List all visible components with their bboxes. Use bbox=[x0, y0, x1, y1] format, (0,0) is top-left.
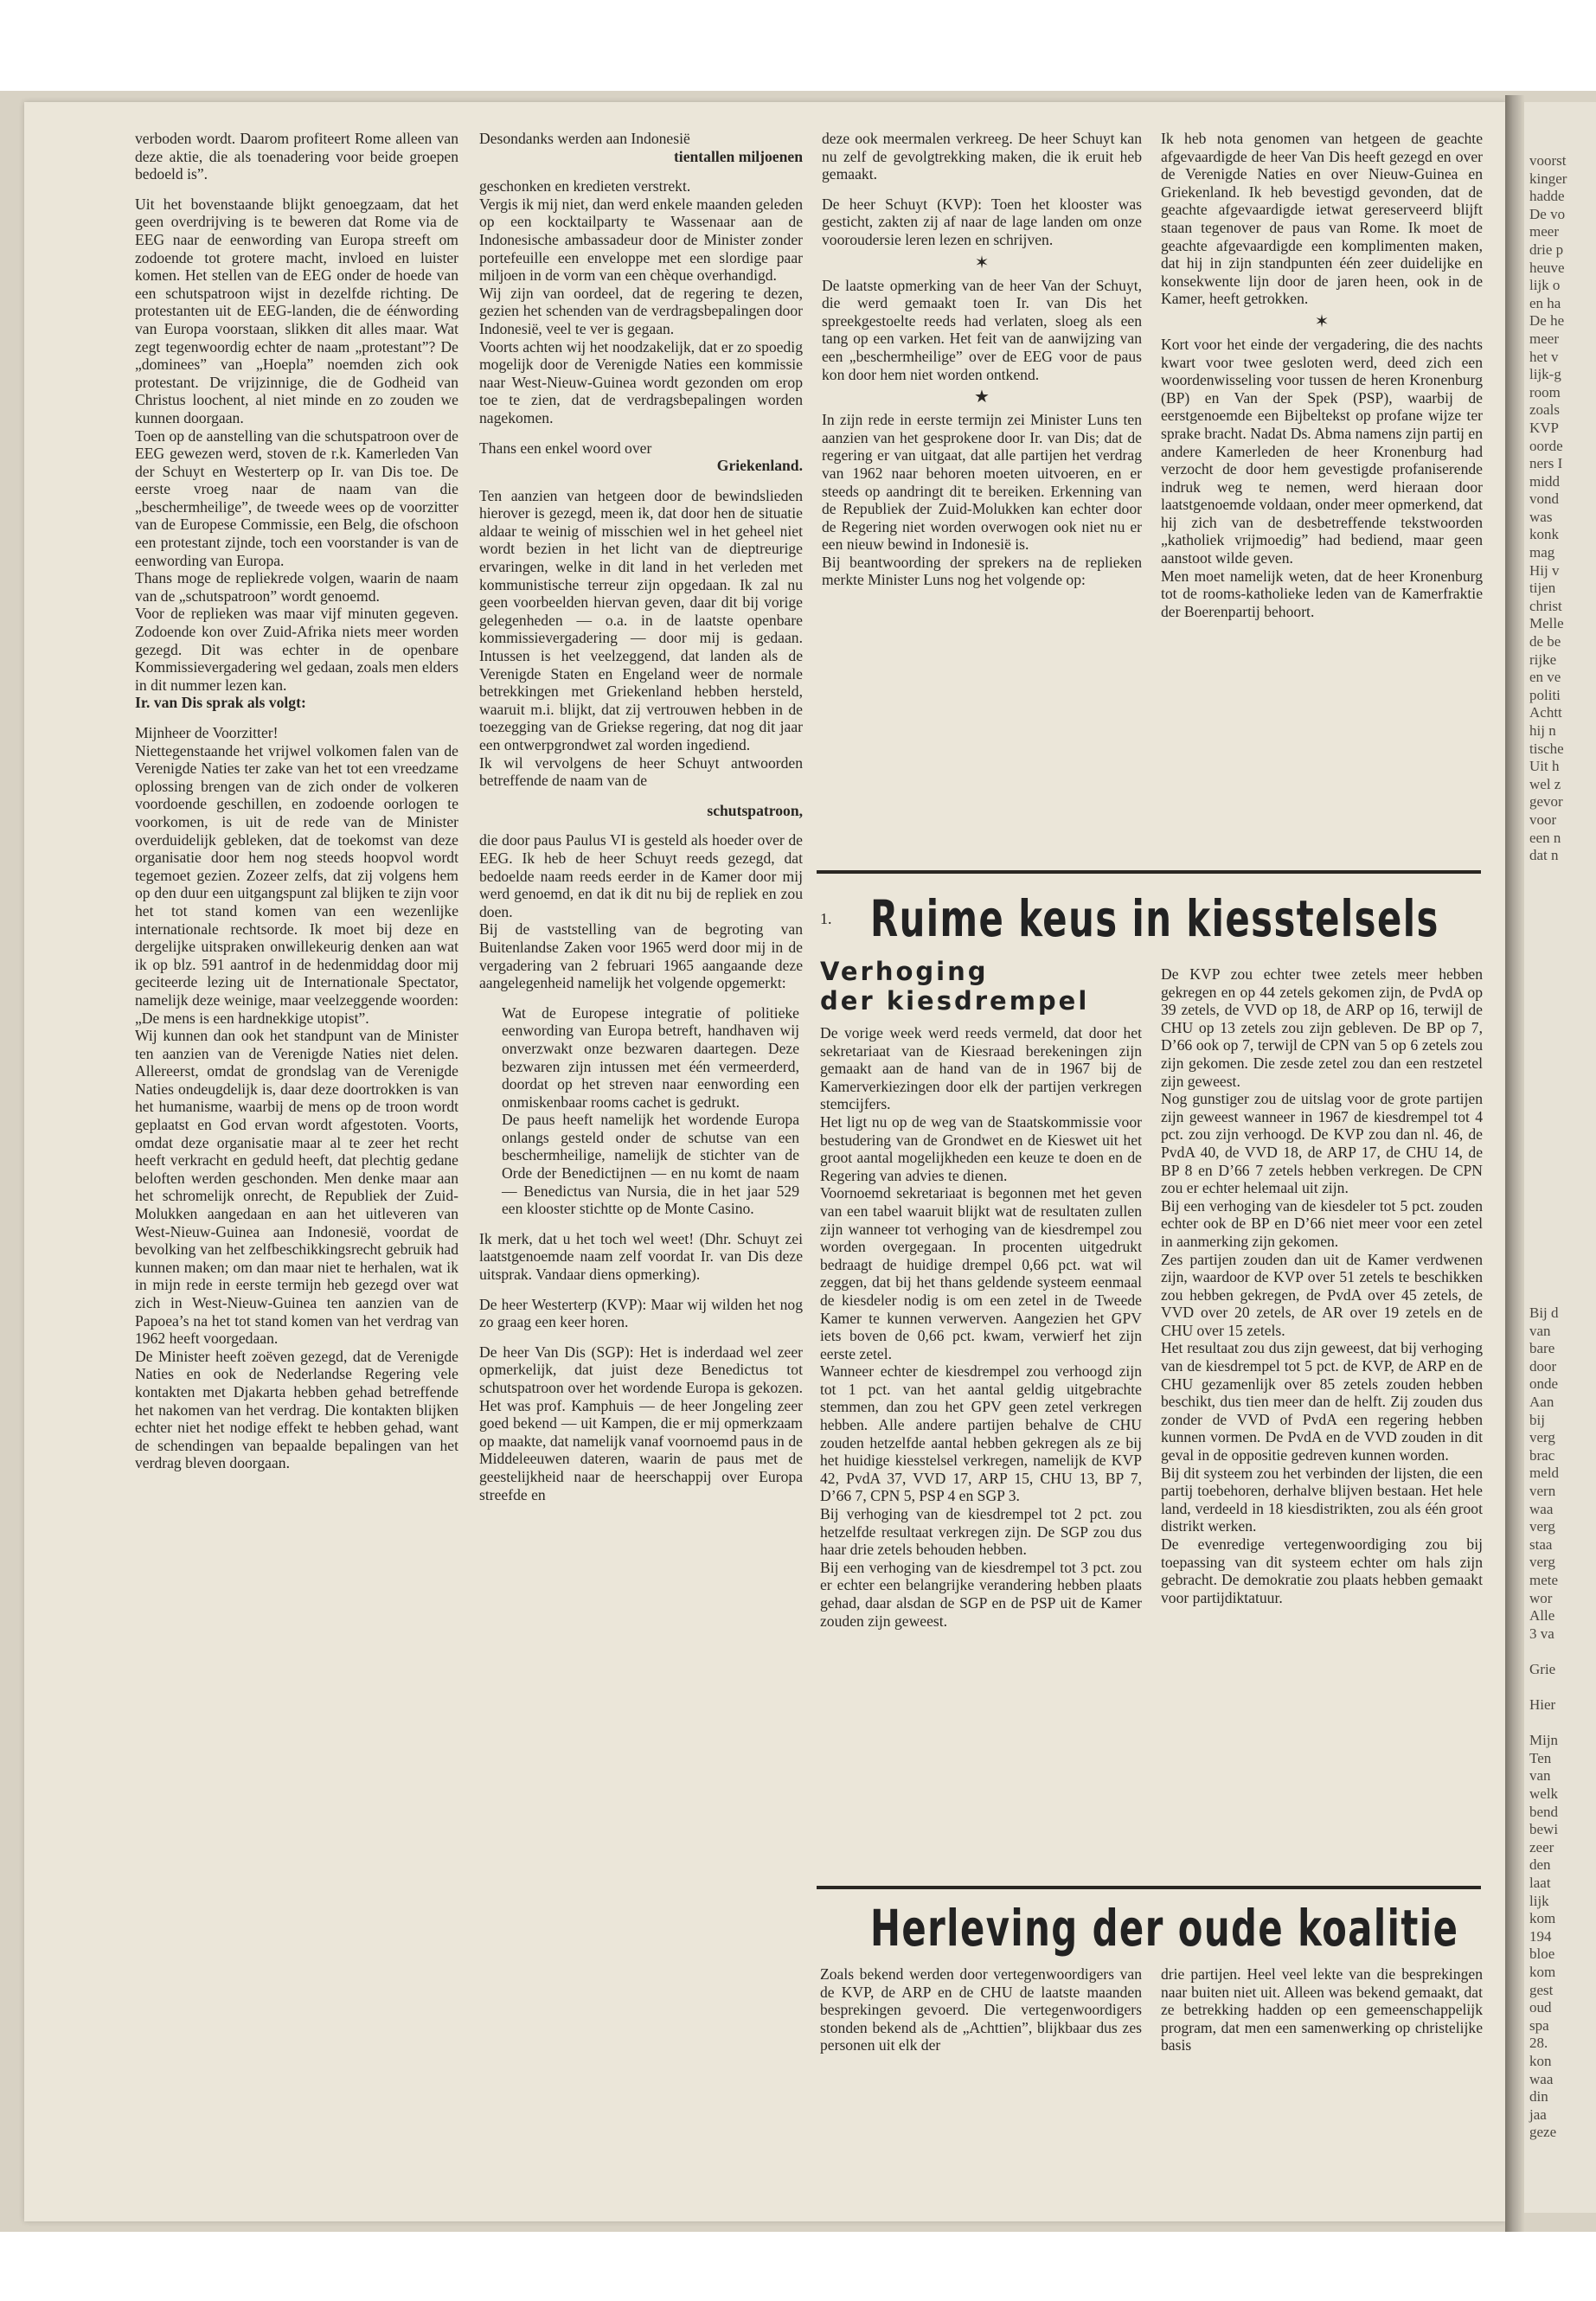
paragraph: Niettegenstaande het vrijwel volkomen falen van de Verenigde Naties ter zake van het tot een vreedzame oplossing brengen van de zich onder de volkeren voordoende geschillen, en zodoende oorlogen te voorkomen, is uit de rede van de Minister overduidelijk gebleken, dat de toekomst van deze organisatie door hem nog steeds hoopvol wordt tegemoet gezien. Zozeer zelfs, dat zij volgens hem op den duur een uitgangspunt zal blijken te zijn voor het tot stand komen van een wezenlijke internationale rechtsorde. Ik moet bij deze en dergelijke uitspraken onwillekeurig denken aan wat ik op blz. 591 aantrof in de hedenmiddag door mij geciteerde lezing uit de Internationale Spectator, namelijk deze weinige, maar veelzeggende woorden: „De mens is een hardnekkige utopist”. bbox=[135, 741, 458, 1027]
subhead-line: Verhoging bbox=[820, 957, 989, 986]
next-page-fragments-bottom: Bij d van bare door onde Aan bij verg brac meld vern waa verg staa verg mete wor Alle 3 va Grie Hier Mijn Ten van welk bend bewi zeer den laat lijk kom 194 bloe kom gest oud spa 28. kon waa din jaa geze bbox=[1529, 1304, 1559, 2141]
paragraph: Zes partijen zouden dan uit de Kamer verdwenen zijn, waardoor de KVP over 51 zetels te beschikken zou hebben gekregen, de PvdA over 45 zetels, de VVD over 20 zetels, de AR over 19 zetels en de CHU over 15 zetels. bbox=[1161, 1250, 1483, 1339]
article-number: 1. bbox=[820, 910, 832, 927]
paragraph: deze ook meermalen verkreeg. De heer Schuyt kan nu zelf de gevolgtrekking maken, die ik eruit heb gemaakt. bbox=[822, 130, 1142, 183]
paragraph: Ik heb nota genomen van hetgeen de geachte afgevaardigde de heer Van Dis heeft gezegd en over de Verenigde Naties en over Nieuw-Guinea en Griekenland. Ik heb bevestigd gevonden, dat de geachte afgevaardigde ietwat gereserveerd blijft staan tegenover de paus van Rome. Ik moet de geachte afgevaardigde een komplimenten maken, dat hij in zijn standpunten één zeer duidelijke en konsekwente lijn door de jaren heen, ook in de Kamer, heeft getrokken. bbox=[1161, 130, 1483, 308]
paragraph: Wanneer echter de kiesdrempel zou verhoogd zijn tot 1 pct. van het aantal geldig uitgebrachte stemmen, dan zou het GPV geen zetel verkregen hebben. Alle andere partijen behalve de CHU zouden hetzelfde aantal hebben gekregen als ze bij het huidige kiesstelsel verkregen, namelijk de KVP 42, PvdA 37, VVD 17, ARP 15, CHU 13, BP 7, D’66 7, CPN 5, PSP 4 en SGP 3. bbox=[820, 1362, 1142, 1505]
column-1 bbox=[135, 130, 458, 1472]
article-1-right-column bbox=[1161, 965, 1483, 1606]
separator-star-icon: ✶ bbox=[974, 253, 990, 272]
paragraph: In zijn rede in eerste termijn zei Minister Luns ten aanzien van het gesprokene door Ir. van Dis; dat de regering er van uitgaat, dat alle partijen het verdrag van 1962 naar behoren moeten uitvoeren, en er steeds op aandringt dit te bereiken. Erkenning van de Republiek der Zuid-Molukken kan echter door de Regering niet worden overwogen ook niet nu er een nieuw bewind in Indonesië is. bbox=[822, 411, 1142, 554]
article-headline: Herleving der oude koalitie bbox=[870, 1899, 1459, 1958]
paragraph: Toen op de aanstelling van die schutspatroon over de EEG gewezen werd, stoven de r.k. Kamerleden Van der Schuyt en Westerterp op Ir. van Dis toe. De eerste vroeg naar de naam van die „beschermheilige”, de tweede wees op de voorzitter van de Europese Commissie, een Belg, die ofschoon een protestant zijnde, toch een voorstander is van de eenwording van Europa. bbox=[135, 426, 458, 569]
paragraph: Het ligt nu op de weg van de Staatskommissie voor bestudering van de Grondwet en de Kieswet uit het groot aantal mogelijkheden een keuze te doen en de Regering van advies te dienen. bbox=[820, 1112, 1142, 1184]
paragraph: Vergis ik mij niet, dan werd enkele maanden geleden op een kocktailparty te Wassenaar aan de Indonesische ambassadeur door de Minister zonder portefeuille een enveloppe met een slordige paar miljoen in de vorm van een chèque overhandigd. bbox=[479, 195, 803, 285]
paragraph: Wij zijn van oordeel, dat de regering te dezen, gezien het schenden van de verdragsbepalingen door Indonesië, veel te ver is gegaan. bbox=[479, 284, 803, 337]
next-page-edge bbox=[1524, 102, 1596, 2213]
paragraph: Bij de vaststelling van de begroting van Buitenlandse Zaken voor 1965 werd door mij in de vergadering van 2 februari 1965 aangaande deze aangelegenheid namelijk het volgende opgemerkt: bbox=[479, 920, 803, 992]
lead-in: Griekenland. bbox=[716, 457, 803, 475]
next-page-fragments-top: voorst kinger hadde De vo meer drie p heuve lijk o en ha De he meer het v lijk-g room zoals KVP oorde ners I midd vond was konk mag Hij v tijen christ Melle de be rijke en ve politi Achtt hij n tische Uit h wel z gevor voor een n dat n bbox=[1529, 152, 1567, 864]
paragraph: Men moet namelijk weten, dat de heer Kronenburg tot de rooms-katholieke leden van de Kamerfraktie der Boerenpartij behoort. bbox=[1161, 567, 1483, 620]
paragraph: Thans moge de repliekrede volgen, waarin de naam van de „schutspatroon” wordt genoemd. bbox=[135, 569, 458, 605]
article-1-left-column bbox=[820, 1024, 1142, 1630]
paragraph: Voornoemd sekretariaat is begonnen met het geven van een tabel waaruit blijkt wat de resultaten zullen zijn wanneer tot verhoging van de kiesdrempel zou worden overgegaan. In procenten uitgedrukt bedraagt de huidige drempel 0,66 pct. wat wil zeggen, dat bij het thans geldende systeem eenmaal de kiesdeler nodig is om een zetel in de Tweede Kamer te kunnen verwerven. Aangezien het GPV iets boven de 0,66 pct. kwam, verwierf het zijn eerste zetel. bbox=[820, 1184, 1142, 1362]
paragraph: Wij kunnen dan ook het standpunt van de Minister ten aanzien van de Verenigde Naties niet delen. Allereerst, omdat de grondslag van de Verenigde Naties ondeugdelijk is, daar deze doortrokken is van het humanisme, waarbij de mens op de troon wordt geplaatst en God ervan wordt afgestoten. Voorts, omdat deze organisatie maar al te zeer het recht heeft verkracht en geduld heeft, dat plechtig gedane beloften werden geschonden. Men denke maar aan het schromelijk onrecht, de Republiek der Zuid-Molukken aangedaan en aan het uitleveren van West-Nieuw-Guinea aan Indonesië, voordat de bevolking van het zelfbeschikkingsrecht gebruik had kunnen maken; om dan maar niet te herhalen, wat ik in mijn rede in eerste termijn heb gezegd over wat zich in West-Nieuw-Guinea ten aanzien van de Papoea’s na het tot stand komen van het verdrag van 1962 heeft voorgedaan. bbox=[135, 1027, 458, 1348]
paragraph: Het resultaat zou dus zijn geweest, dat bij verhoging van de kiesdrempel tot 5 pct. de KVP, de ARP en de CHU gezamenlijk over 85 zetels zouden hebben beschikt, dus tien meer dan de helft. Zij zouden dus zonder de VVD of PvdA een regering hebben kunnen vormen. De PvdA en de VVD zouden in dit geval in de oppositie gedreven kunnen worden. bbox=[1161, 1339, 1483, 1465]
paragraph: Ik wil vervolgens de heer Schuyt antwoorden betreffende de naam van de bbox=[479, 753, 803, 790]
quote: Wat de Europese integratie of politieke eenwording van Europa betreft, handhaven wij onverzwakt onze bezwaren daartegen. Deze bezwaren zijn intussen met één vermeerderd, doordat op het streven naar eenwording een onmiskenbaar rooms cachet is gedrukt. bbox=[502, 1003, 799, 1111]
paragraph: Bij een verhoging van de kiesdrempel tot 3 pct. zou er echter een belangrijke verandering hebben plaats gehad, daar alsdan de SGP en de PSP uit de Kamer zouden zijn geweest. bbox=[820, 1558, 1142, 1630]
paragraph: Voorts achten wij het noodzakelijk, dat er zo spoedig mogelijk door de Verenigde Naties een kommissie naar West-Nieuw-Guinea wordt gezonden om erop toe te zien, dat de verdragsbepalingen worden nagekomen. bbox=[479, 337, 803, 426]
article-rule bbox=[817, 870, 1481, 874]
subhead-line: der kiesdrempel bbox=[820, 986, 1090, 1016]
paragraph: Desondanks werden aan Indonesië bbox=[479, 130, 690, 147]
paragraph: Nog gunstiger zou de uitslag voor de grote partijen zijn geweest wanneer in 1967 de kiesdrempel tot 4 pct. zou zijn verhoogd. De KVP zou dan nl. 46, de PvdA 40, de VVD 18, de ARP 17, de CHU 14, de BP 8 en D’66 7 zetels hebben verkregen. De CPN zou er echter helemaal uit zijn. bbox=[1161, 1090, 1483, 1197]
quote: De paus heeft namelijk het wordende Europa onlangs gesteld onder de schutse van een beschermheilige, namelijk de stichter van de Orde der Benedictijnen — en nu komt de naam — Benedictus van Nursia, die in het jaar 529 een klooster stichtte op de Monte Casino. bbox=[502, 1111, 799, 1218]
paragraph: die door paus Paulus VI is gesteld als hoeder over de EEG. Ik heb de heer Schuyt reeds gezegd, dat bedoelde naam reeds eerder in de Kamer door mij werd genoemd, en dat ik dit nu bij de repliek en zou doen. bbox=[479, 831, 803, 920]
paragraph: De laatste opmerking van de heer Van der Schuyt, die werd gemaakt toen Ir. van Dis het spreekgestoelte reeds had verlaten, sloeg als een tang op een varken. Het feit van de aanwijzing van een „beschermheilige” over de EEG voor de paus kon door hem niet worden ontkend. bbox=[822, 276, 1142, 383]
paragraph: Bij verhoging van de kiesdrempel tot 2 pct. zou hetzelfde resultaat verkregen zijn. De SGP zou dus haar drie zetels behouden hebben. bbox=[820, 1505, 1142, 1559]
paragraph: De Minister heeft zoëven gezegd, dat de Verenigde Naties en ook de Nederlandse Regering vele kontakten met Djakarta hebben gehad betreffende het nakomen van het verdrag. Die kontakten blijken echter niet het nodige effekt te hebben gehad, want de schendingen van bepaalde bepalingen van het verdrag bleven doorgaan. bbox=[135, 1347, 458, 1472]
paragraph: Voor de replieken was maar vijf minuten gegeven. Zodoende kon over Zuid-Afrika niets meer worden gezegd. Dit was echter in de openbare Kommissievergadering wel gedaan, zoals men elders in dit nummer lezen kan. bbox=[135, 605, 458, 694]
article-rule bbox=[817, 1886, 1481, 1889]
article-subhead bbox=[820, 957, 1089, 1016]
article-2-left-column bbox=[820, 1965, 1142, 2054]
lead-in: schutspatroon, bbox=[707, 801, 803, 819]
paragraph: Bij een verhoging van de kiesdeler tot 5 pct. zouden echter ook de BP en D’66 niet meer voor een zetel in aanmerking zijn gekomen. bbox=[1161, 1196, 1483, 1250]
paragraph: Ten aanzien van hetgeen door de bewindslieden hierover is gezegd, meen ik, dat door hen de situatie aldaar te weinig of misschien wel in het geheel niet wordt bezien in het licht van de dieptreurige ervaringen, welke in dit land in het verleden met kommunistische terreur zijn opgedaan. Ik zal nu geen voorbeelden hiervan geven, daar dit bij vorige gelegenheden — o.a. in de laatste openbare kommissievergadering — door mij is gedaan. Intussen is het veelzeggend, dat landen als de Verenigde Staten en Engeland weer de normale betrekkingen met Griekenland hebben hersteld, waaruit m.i. blijkt, dat zij vertrouwen hebben in de toezegging van de Griekse regering, dat nog dit jaar een ontwerpgrondwet zal worden ingediend. bbox=[479, 486, 803, 753]
column-4 bbox=[1161, 130, 1483, 620]
paragraph: Ir. van Dis sprak als volgt: bbox=[135, 694, 306, 712]
paragraph: De evenredige vertegenwoordiging zou bij toepassing van dit systeem echter om hals zijn gebracht. De demokratie zou plaats hebben gemaakt voor partijdiktatuur. bbox=[1161, 1535, 1483, 1606]
page-fold bbox=[1505, 95, 1524, 2232]
column-3 bbox=[822, 130, 1142, 589]
article-headline: Ruime keus in kiesstelsels bbox=[870, 889, 1439, 948]
paragraph: Kort voor het einde der vergadering, die des nachts kwart voor twee gesloten werd, deed zich een woordenwisseling voor tussen de heren Kronenburg (BP) en Van der Spek (PSP), waarbij de eerstgenoemde een Bijbeltekst op profane wijze ter sprake bracht. Nadat Ds. Abma namens zijn partij en andere Kamerleden de heer Kronenburg had verzocht de door hem gevestigde profaniserende indruk weg te nemen, werd hieraan door laatstgenoemde voldaan, onder meer opmerkend, dat hij zich van de desbetreffende tekstwoorden „katholiek vrijmoedig” had bediend, maar geen aanstoot wilde geven. bbox=[1161, 335, 1483, 567]
paragraph: geschonken en kredieten verstrekt. bbox=[479, 177, 691, 195]
paragraph: Ik merk, dat u het toch wel weet! (Dhr. Schuyt zei laatstgenoemde naam zelf voordat Ir. van Dis deze uitsprak. Vandaar diens opmerking). bbox=[479, 1229, 803, 1284]
paragraph: Thans een enkel woord over bbox=[479, 439, 652, 457]
article-2-right-column bbox=[1161, 1965, 1483, 2054]
separator-star-icon: ★ bbox=[974, 388, 990, 407]
paragraph: De heer Van Dis (SGP): Het is inderdaad wel zeer opmerkelijk, dat juist deze Benedictus tot schutspatroon over het wordende Europa is gekozen. Het was prof. Kamphuis — de heer Jongeling zeer goed bekend — uit Kampen, die er mij opmerkzaam op maakte, dat namelijk vanaf voornoemd paus in de Middeleeuwen dateren, waarin de paus met de geestelijkheid naar de heerschappij over Europa streefde en bbox=[479, 1343, 803, 1503]
paragraph: Uit het bovenstaande blijkt genoegzaam, dat het geen overdrijving is te beweren dat Rome via de EEG naar de eenwording van Europa streeft om zodoende tot grotere macht, invloed en luister komen. Het stellen van de EEG onder de hoede van een schutspatroon wijst in dezelfde richting. De protestanten uit de EEG-landen, die de éénwording van Europa voorstaan, slikken dit alles maar. Wat zegt tegenwoordig echter de naam „protestant”? De „dominees” van „Hoepla” noemden zich ook protestant. De vrijzinnige, die de Godheid van Christus loochent, al niet minde en zo zouden we kunnen doorgaan. bbox=[135, 195, 458, 426]
paragraph: De vorige week werd reeds vermeld, dat door het sekretariaat van de Kiesraad berekeningen zijn gemaakt aan de hand van de in 1967 bij de Kamerverkiezingen door elk der partijen verkregen stemcijfers. bbox=[820, 1024, 1142, 1113]
paragraph: De KVP zou echter twee zetels meer hebben gekregen en op 44 zetels gekomen zijn, de PvdA op 39 zetels, de VVD op 18, de ARP op 16, terwijl de CHU op 13 zetels zou zijn gebleven. De BP op 7, D’66 ook op 7, terwijl de CPN van 5 op 6 zetels zou zijn gekomen. Die zesde zetel zou dan een restzetel zijn geweest. bbox=[1161, 965, 1483, 1090]
paragraph: Bij beantwoording der sprekers na de replieken merkte Minister Luns nog het volgende op: bbox=[822, 553, 1142, 589]
paragraph: drie partijen. Heel veel lekte van die besprekingen naar buiten niet uit. Alleen was bekend gemaakt, dat ze betrekking hadden op een gemeenschappelijk program, dat men een samenwerking op christelijke basis bbox=[1161, 1965, 1483, 2054]
separator-star-icon: ✶ bbox=[1314, 311, 1330, 331]
paragraph: Bij dit systeem zou het verbinden der lijsten, die een partij toebehoren, derhalve blijven bestaan. Het hele land, verdeeld in 18 kiesdistrikten, zou als één groot distrikt werken. bbox=[1161, 1464, 1483, 1535]
paragraph: verboden wordt. Daarom profiteert Rome alleen van deze aktie, die als toenadering voor beide groepen bedoeld is”. bbox=[135, 130, 458, 183]
paragraph: Zoals bekend werden door vertegenwoordigers van de KVP, de ARP en de CHU de laatste maanden besprekingen gevoerd. Die vertegenwoordigers stonden bekend als de „Achttien”, blijkbaar dus zes personen uit elk der bbox=[820, 1965, 1142, 2054]
lead-in: tientallen miljoenen bbox=[673, 147, 803, 165]
paragraph: De heer Westerterp (KVP): Maar wij wilden het nog zo graag een keer horen. bbox=[479, 1295, 803, 1331]
paragraph: Mijnheer de Voorzitter! bbox=[135, 724, 279, 741]
paragraph: De heer Schuyt (KVP): Toen het klooster was gesticht, zakten zij af naar de lage landen om onze vooroudersie leren lezen en schrijven. bbox=[822, 195, 1142, 248]
column-2 bbox=[479, 130, 803, 1503]
